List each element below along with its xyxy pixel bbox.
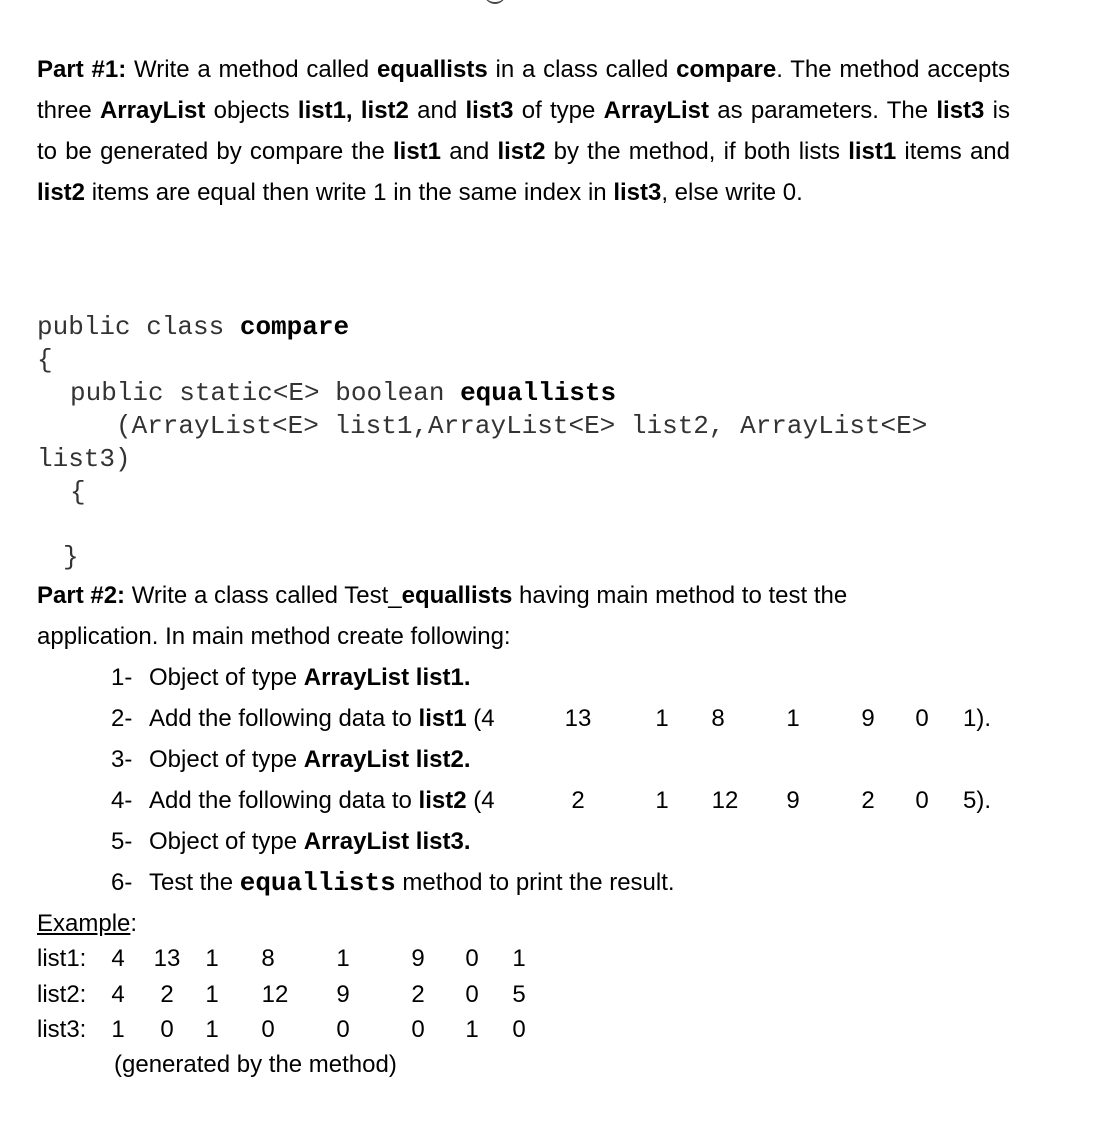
part1-text: objects: [205, 97, 298, 124]
part1-text: of type: [513, 97, 604, 124]
list-name: list3: [936, 97, 985, 124]
part1-text: items and: [896, 138, 1010, 165]
part1-text: Write a method called: [126, 56, 377, 83]
step-text-plain: Add the following data to: [149, 787, 419, 814]
step-text-bold: ArrayList list2.: [303, 746, 471, 773]
step-text-bold: list2: [418, 787, 467, 814]
part2-label: Part #2:: [37, 582, 126, 609]
part1-text: items are equal then write 1 in the same index in: [85, 179, 614, 206]
code-line-signature: [70, 377, 616, 410]
example-title: [37, 903, 137, 944]
example-row-list3: [0, 1012, 600, 1048]
cell-value: 1: [111, 1016, 125, 1043]
step-text-plain: (4: [466, 705, 495, 732]
list-name: list3: [465, 97, 514, 124]
step-text-plain: Add the following data to: [149, 705, 419, 732]
type-name: ArrayList: [99, 97, 206, 124]
code-keyword: public class: [37, 312, 240, 342]
example-title-text: Example: [37, 910, 131, 937]
code-line-params-end: list3): [37, 444, 131, 474]
cell-value: 1: [512, 945, 526, 972]
step-text-bold: list1: [418, 705, 467, 732]
row-label: list2:: [37, 981, 87, 1008]
list-name: list1: [392, 138, 442, 165]
part1-text: as parameters. The: [709, 97, 937, 124]
code-line-class: [37, 311, 349, 344]
cell-value: 0: [465, 981, 479, 1008]
step-text: [149, 698, 495, 739]
step-text: [149, 780, 495, 821]
cell-value: 1: [465, 1016, 479, 1043]
cell-value: 0: [411, 1016, 425, 1043]
cell-value: 8: [261, 945, 275, 972]
data-value: 0: [915, 787, 929, 814]
step-text-bold: ArrayList list1.: [303, 664, 471, 691]
step-text: [149, 739, 470, 780]
steps-list: [111, 657, 1011, 903]
code-keyword: public static<E> boolean: [70, 378, 461, 408]
cell-value: 1: [205, 1016, 219, 1043]
cropped-character-mark: [484, 0, 506, 4]
class-name: compare: [676, 56, 777, 83]
part1-text: and: [441, 138, 498, 165]
step-item: [111, 862, 1011, 903]
data-value: 0: [915, 705, 929, 732]
cell-value: 12: [261, 981, 289, 1008]
cell-value: 9: [336, 981, 350, 1008]
row-label: list1:: [37, 945, 87, 972]
cell-value: 13: [153, 945, 181, 972]
part1-text: in a class called: [487, 56, 677, 83]
cell-value: 5: [512, 981, 526, 1008]
data-value: 8: [711, 705, 725, 732]
cell-value: 4: [111, 981, 125, 1008]
step-number: 3-: [111, 746, 133, 773]
step-text: [149, 657, 470, 698]
step-item: [111, 657, 1011, 698]
code-line-params: (ArrayList<E> list1,ArrayList<E> list2, ArrayList<E>: [116, 411, 928, 441]
step-item: [111, 821, 1011, 862]
data-value: 9: [861, 705, 875, 732]
list-name: list1, list2: [297, 97, 409, 124]
cell-value: 2: [160, 981, 174, 1008]
cell-value: 9: [411, 945, 425, 972]
list-name: list2: [497, 138, 546, 165]
data-value: 2: [571, 787, 585, 814]
step-number: 2-: [111, 705, 133, 732]
part2-text: having main method to test the: [512, 582, 848, 609]
data-value: 13: [564, 705, 592, 732]
step-text-plain: Object of type: [149, 746, 304, 773]
step-number: 5-: [111, 828, 133, 855]
step-number: 4-: [111, 787, 133, 814]
part2-paragraph-line2: application. In main method create following:: [37, 623, 511, 650]
cell-value: 0: [261, 1016, 275, 1043]
example-title-colon: :: [130, 910, 138, 937]
data-value: 2: [861, 787, 875, 814]
step-text-plain: method to print the result.: [395, 869, 675, 896]
part1-label: Part #1:: [37, 56, 127, 83]
code-line-method-open: {: [70, 477, 86, 507]
method-name: equallists: [376, 56, 488, 83]
step-text: [149, 821, 470, 862]
cell-value: 0: [160, 1016, 174, 1043]
step-text: [149, 862, 675, 904]
part1-text: is to be generated by compare the: [37, 97, 1010, 165]
part1-text: and: [408, 97, 466, 124]
cell-value: 0: [465, 945, 479, 972]
type-name: ArrayList: [603, 97, 710, 124]
step-text-plain: Object of type: [149, 828, 304, 855]
data-value: 1: [786, 705, 800, 732]
list-name: list3: [613, 179, 662, 206]
code-method-name: equallists: [460, 378, 617, 408]
method-name: equallists: [401, 582, 513, 609]
cell-value: 0: [512, 1016, 526, 1043]
list-name: list1: [848, 138, 897, 165]
example-note: (generated by the method): [114, 1051, 397, 1078]
step-method-name: equallists: [239, 868, 396, 898]
example-row-list1: [0, 941, 600, 977]
step-text-plain: Object of type: [149, 664, 304, 691]
cell-value: 1: [205, 945, 219, 972]
part1-text: . The method accepts three: [37, 56, 1011, 124]
cell-value: 1: [205, 981, 219, 1008]
part1-text: , else write 0.: [661, 179, 803, 206]
part2-paragraph: [37, 575, 1010, 616]
data-value: 5).: [962, 787, 992, 814]
list-name: list2: [37, 179, 86, 206]
data-value: 1: [655, 705, 669, 732]
step-item: [111, 780, 1011, 821]
code-line-open-brace: {: [37, 345, 53, 375]
cell-value: 2: [411, 981, 425, 1008]
step-item: [111, 698, 1011, 739]
code-class-name: compare: [239, 312, 350, 342]
data-value: 1).: [962, 705, 992, 732]
code-line-method-close: }: [63, 542, 79, 572]
part1-paragraph: [37, 49, 1010, 213]
example-row-list2: [0, 977, 600, 1013]
cell-value: 0: [336, 1016, 350, 1043]
step-text-plain: (4: [466, 787, 495, 814]
part2-text: Write a class called Test_: [125, 582, 402, 609]
cell-value: 1: [336, 945, 350, 972]
step-number: 6-: [111, 869, 133, 896]
step-number: 1-: [111, 664, 133, 691]
data-value: 1: [655, 787, 669, 814]
cell-value: 4: [111, 945, 125, 972]
row-label: list3:: [37, 1016, 87, 1043]
data-value: 12: [711, 787, 739, 814]
step-text-plain: Test the: [149, 869, 240, 896]
step-text-bold: ArrayList list3.: [303, 828, 471, 855]
data-value: 9: [786, 787, 800, 814]
step-item: [111, 739, 1011, 780]
part1-text: by the method, if both lists: [545, 138, 849, 165]
